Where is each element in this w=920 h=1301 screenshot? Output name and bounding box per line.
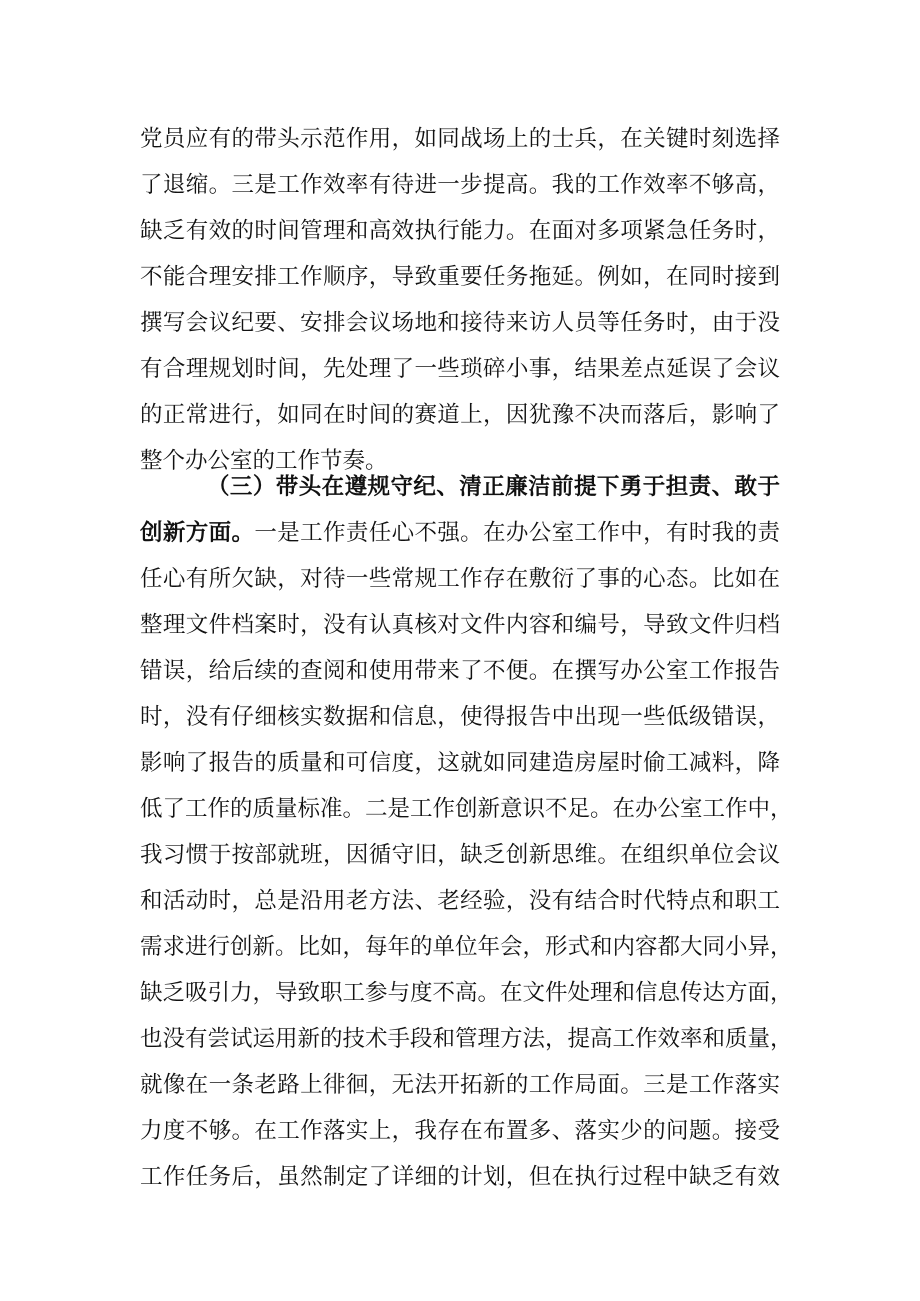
text-line: 也没有尝试运用新的技术手段和管理方法，提高工作效率和质量， [140, 1026, 793, 1052]
text-line: 需求进行创新。比如，每年的单位年会，形式和内容都大同小异， [140, 934, 793, 960]
text-line: 和活动时，总是沿用老方法、老经验，没有结合时代特点和职工 [140, 888, 780, 914]
text-line: 我习惯于按部就班，因循守旧，缺乏创新思维。在组织单位会议 [140, 842, 780, 868]
text-line: 党员应有的带头示范作用，如同战场上的士兵，在关键时刻选择 [140, 126, 780, 152]
text-line: 工作任务后，虽然制定了详细的计划，但在执行过程中缺乏有效 [140, 1164, 780, 1190]
text-line: 缺乏有效的时间管理和高效执行能力。在面对多项紧急任务时， [140, 218, 780, 244]
text-line: 撰写会议纪要、安排会议场地和接待来访人员等任务时，由于没 [140, 310, 780, 336]
text-line-rest: 一是工作责任心不强。在办公室工作中，有时我的责 [254, 520, 780, 546]
text-line: 了退缩。三是工作效率有待进一步提高。我的工作效率不够高， [140, 172, 780, 198]
paragraph-continued [140, 116, 780, 484]
text-line: 整个办公室的工作节奏。 [140, 448, 388, 474]
text-line: 就像在一条老路上徘徊，无法开拓新的工作局面。三是工作落实 [140, 1072, 780, 1098]
section-three-paragraph [140, 464, 793, 1200]
text-line: 错误，给后续的查阅和使用带来了不便。在撰写办公室工作报告 [140, 658, 780, 684]
text-line: 的正常进行，如同在时间的赛道上，因犹豫不决而落后，影响了 [140, 402, 780, 428]
text-line: 时，没有仔细核实数据和信息，使得报告中出现一些低级错误， [140, 704, 780, 730]
text-line: 影响了报告的质量和可信度，这就如同建造房屋时偷工减料，降 [140, 750, 780, 776]
text-line: 有合理规划时间，先处理了一些琐碎小事，结果差点延误了会议 [140, 356, 780, 382]
text-line [140, 510, 780, 556]
text-line: 不能合理安排工作顺序，导致重要任务拖延。例如，在同时接到 [140, 264, 780, 290]
text-line: 缺乏吸引力，导致职工参与度不高。在文件处理和信息传达方面， [140, 980, 793, 1006]
text-line: 力度不够。在工作落实上，我存在布置多、落实少的问题。接受 [140, 1118, 780, 1144]
section-heading-end: 创新方面。 [140, 520, 255, 546]
text-line: 任心有所欠缺，对待一些常规工作存在敷衍了事的心态。比如在 [140, 566, 780, 592]
section-heading: （三）带头在遵规守纪、清正廉洁前提下勇于担责、敢于 [207, 474, 780, 500]
text-line: 低了工作的质量标准。二是工作创新意识不足。在办公室工作中， [140, 796, 793, 822]
text-line: 整理文件档案时，没有认真核对文件内容和编号，导致文件归档 [140, 612, 780, 638]
